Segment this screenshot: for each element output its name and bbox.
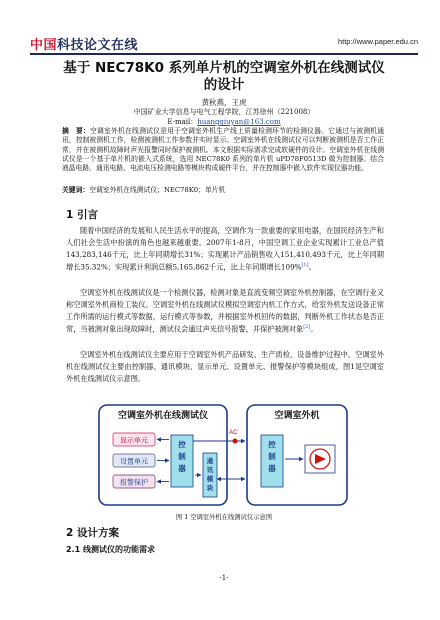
citation-2[interactable]: [2] [303,324,311,331]
controller-label-2: 制 [178,452,186,461]
email-line: E-mail：huangqiuyan@163.com [167,118,281,126]
page-number: -1- [219,574,229,582]
abstract-label: 摘 要： [62,127,91,135]
paper-title: 基于 NEC78K0 系列单片机的空调室外机在线测试仪 的设计 [63,60,385,93]
authors: 黄秋燕，王虎 [201,98,247,107]
figure-1-caption: 图 1 空调室外机在线测试仪示意图 [175,514,273,521]
paragraph-3: 空调室外机在线测试仪主要应用于空调室外机产品研发、生产质检、设备维护过程中。空调室外机在线测试仪主要由控制器、通讯模块、显示单元、设置单元、报警保护等模块组成，图1是空调室外机在线测试仪示意图。 [66,350,384,383]
header-url[interactable]: http://www.paper.edu.cn [337,37,418,46]
email-link[interactable]: huangqiuyan@163.com [197,118,281,126]
svg-text:讯: 讯 [206,466,214,474]
alarm-protect-label: 报警保护 [120,478,148,487]
svg-text:控: 控 [268,440,276,449]
svg-text:制: 制 [268,452,276,461]
svg-text:模: 模 [206,475,214,483]
keywords: 关键词：空调室外机在线测试仪；NEC78K0；单片机 [62,186,226,194]
page-header [30,34,418,52]
svg-text:通: 通 [206,457,214,465]
subsection-heading-2-1: 2.1 线测试仪的功能需求 [66,545,155,554]
citation-1[interactable]: [1] [301,262,309,269]
figure-1-diagram [95,401,353,509]
ac-relay-mark [233,439,238,444]
section-heading-2: 2 设计方案 [66,527,119,539]
controller-label-1: 控 [178,440,186,449]
abstract-text: 空调室外机在线测试仪是用于空调室外机生产线上质量检测环节的检测仪器。它通过与被测机通讯，控制被测机工作，检测被测机工作参数并实时显示。空调室外机在线测试仪可以判断被测机是否工作正常，并在被测机故障时声光报警同时保护被测机。本文根据实际需求完成软硬件的设计。空调室外机在线测试仪是一个基于单片机的嵌入式系统，选用 NEC78K0 系列的单片机 uPD78F0513D 做为控制器。结合液晶电路、通讯电路、电流电压检测电路等模块构成硬件平台，并在控制器中嵌入软件实现仪器功能。 [62,127,385,173]
journal-logo: 中国科技论文在线 [30,38,139,53]
section-heading-1: 1 引言 [66,209,98,221]
display-unit-label: 显示单元 [120,436,148,445]
svg-text:块: 块 [206,484,214,492]
paragraph-1: 随着中国经济的发展和人民生活水平的提高，空调作为一款重要的家用电器，在国民经济生产和人们社会生活中扮演的角色也越来越重要。2007年1-8月，中国空调工业企业实现累计工业总产值143,283,146千元，比上年同期增长31%；实现累计产品销售收入151,410,493千元，比上年同期增长35.32%；实现累计利润总额5,165,862千元，比上年同期增长109%[1]。 [66,226,384,272]
affiliation: 中国矿业大学信息与电气工程学院，江苏徐州（221008） [133,108,315,116]
ac-label: AC [229,430,238,436]
tester-title: 空调室外机在线测试仪 [117,411,209,421]
svg-text:器: 器 [268,464,276,473]
header-rule [30,53,418,55]
abstract [62,127,384,173]
outdoor-unit-title: 空调室外机 [274,411,320,421]
setting-unit-label: 设置单元 [120,457,148,466]
controller-label-3: 器 [178,464,186,473]
paragraph-2: 空调室外机在线测试仪是一个检测仪器，检测对象是直流变频空调室外机控制器，在空调行业又称空调室外机商检工装仪。空调室外机在线测试仪模拟空调室内机工作方式，给室外机发送设备正常工作所需的运行模式等数据，运行模式等参数，并根据室外机回传的数据，判断外机工作状态是否正常，当被测对象出现故障时，测试仪会通过声光信号报警，并保护被测对象[2]。 [66,288,384,334]
